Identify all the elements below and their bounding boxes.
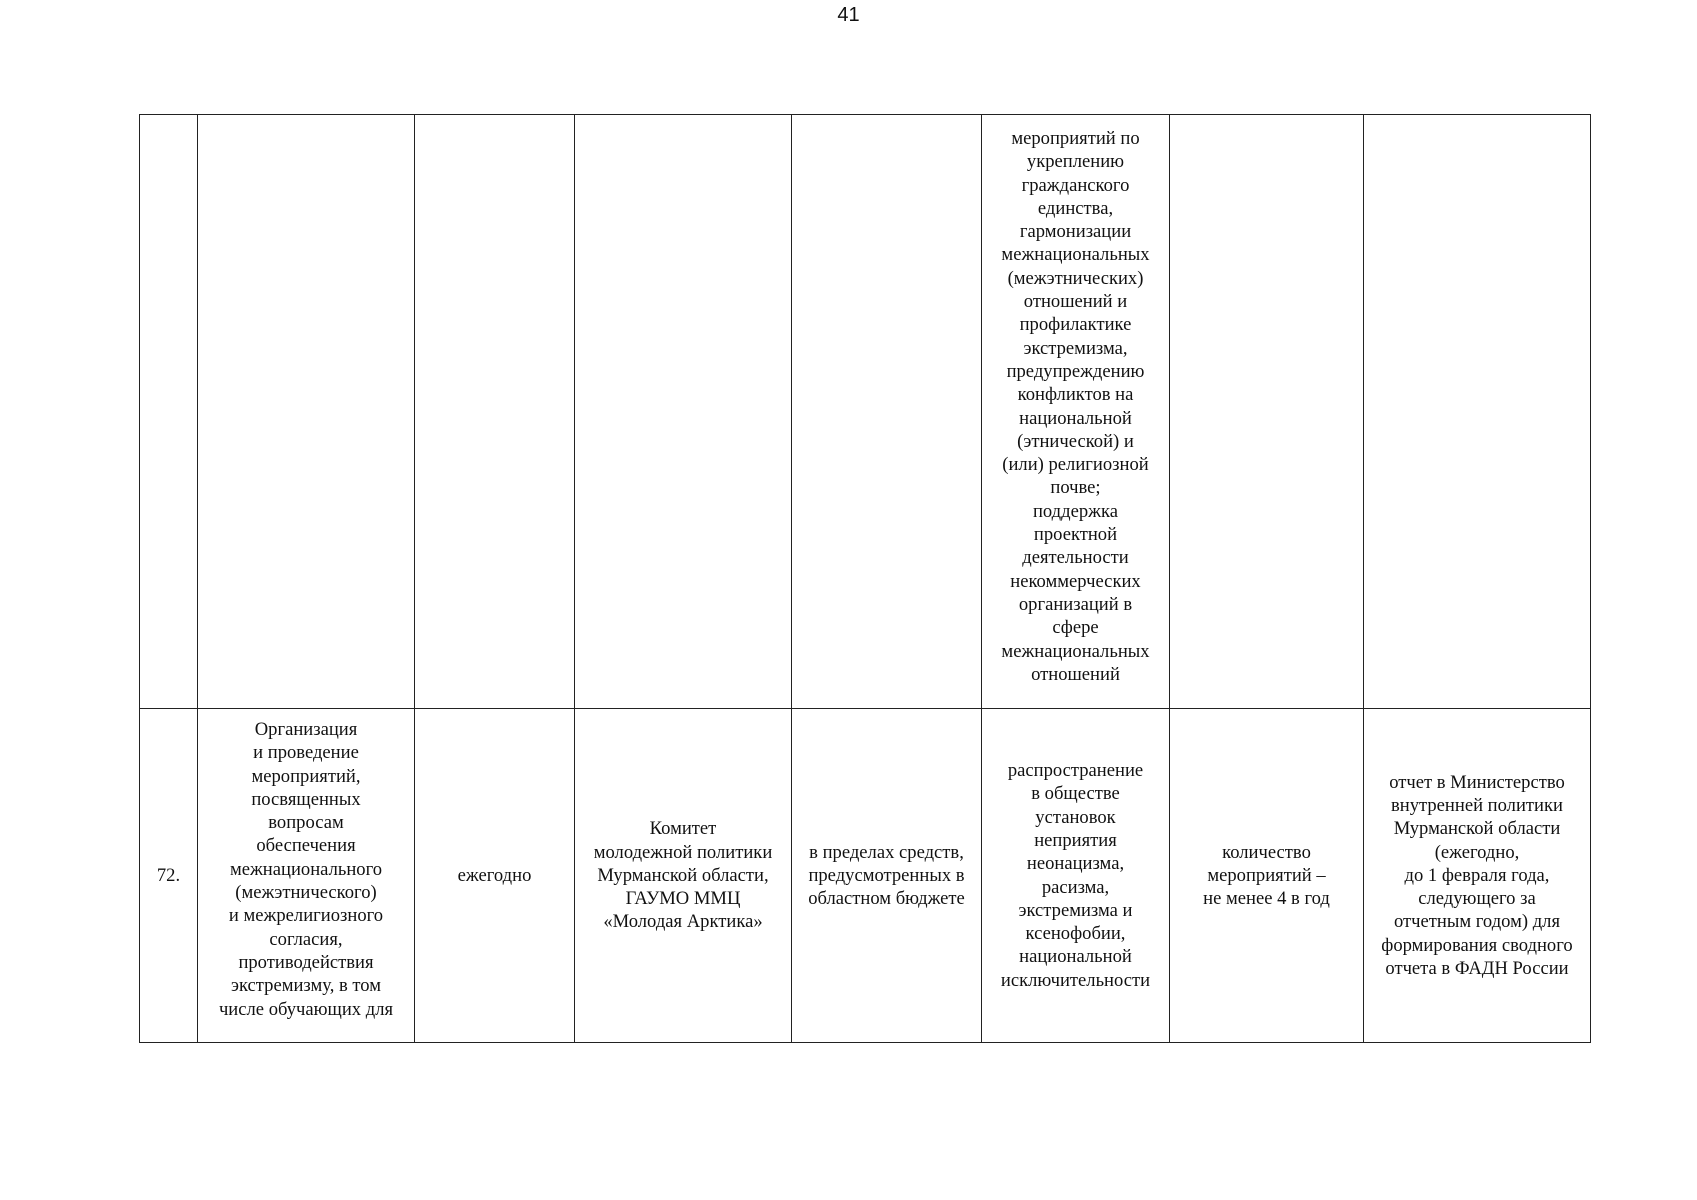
cell-indicator: количество мероприятий – не менее 4 в год bbox=[1170, 709, 1364, 1043]
cell-term: ежегодно bbox=[415, 709, 575, 1043]
cell-activity-name: Организация и проведение мероприятий, посвященных вопросам обеспечения межнационального (межэтнического) и межрелигиозного согласия, противодействия экстремизму, в том числе обучающих для bbox=[198, 709, 415, 1043]
table-row-72 bbox=[140, 709, 1591, 1043]
cell-number bbox=[140, 115, 198, 709]
cell-executors bbox=[575, 115, 792, 709]
table-row-continuation bbox=[140, 115, 1591, 709]
cell-report: отчет в Министерство внутренней политики Мурманской области (ежегодно, до 1 февраля года, следующего за отчетным годом) для формирования сводного отчета в ФАДН России bbox=[1364, 709, 1591, 1043]
cell-report bbox=[1364, 115, 1591, 709]
cell-financing bbox=[792, 115, 982, 709]
cell-expected-result: мероприятий по укреплению гражданского единства, гармонизации межнациональных (межэтнических) отношений и профилактике экстремизма, предупреждению конфликтов на национальной (этнической) и (или) религиозной почве; поддержка проектной деятельности некоммерческих организаций в сфере межнациональных отношений bbox=[982, 115, 1170, 709]
cell-expected-result: распространение в обществе установок неприятия неонацизма, расизма, экстремизма и ксенофобии, национальной исключительности bbox=[982, 709, 1170, 1043]
cell-activity-name bbox=[198, 115, 415, 709]
cell-financing: в пределах средств, предусмотренных в областном бюджете bbox=[792, 709, 982, 1043]
cell-number: 72. bbox=[140, 709, 198, 1043]
cell-term bbox=[415, 115, 575, 709]
cell-indicator bbox=[1170, 115, 1364, 709]
activity-plan-table bbox=[139, 114, 1591, 1043]
page-number: 41 bbox=[837, 4, 860, 26]
cell-executors: Комитет молодежной политики Мурманской области, ГАУМО ММЦ «Молодая Арктика» bbox=[575, 709, 792, 1043]
